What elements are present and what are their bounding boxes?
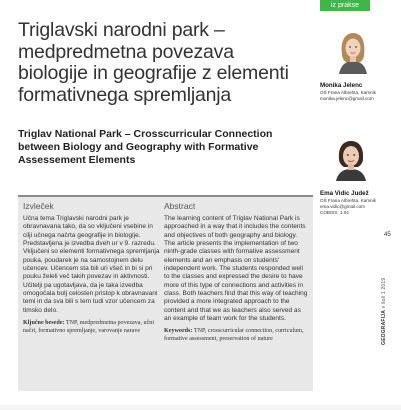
keywords: [164, 327, 309, 343]
keywords: [23, 319, 161, 335]
author-photo-ema: [331, 137, 371, 181]
journal-name: GEOGRAFIJA: [381, 309, 387, 345]
article-subtitle: Triglav National Park – Crosscurricular Connection between Biology and Geography with Formative Assessement Elements: [18, 128, 273, 166]
abstract-heading: Izvleček: [23, 201, 54, 211]
abstract-box: [18, 195, 313, 391]
journal-issue: v šoli 1 2019: [381, 277, 387, 310]
section-tag: iz prakse: [320, 0, 370, 11]
keywords-label: Keywords:: [164, 328, 193, 335]
author-name: Monika Jelenc: [320, 82, 363, 89]
keywords-list: TNP, crosscurricular connection, curriculum, formative assessment, preservation of nature: [164, 328, 304, 343]
journal-info: [381, 245, 393, 345]
portrait-icon: [331, 137, 371, 181]
abstract-english: [164, 201, 309, 343]
abstract-slovene: [23, 201, 161, 335]
author-email: monika.jelenc@gmail.com: [320, 96, 374, 101]
page-bottom-rule: [0, 405, 401, 410]
cobiss-code: COBISS: 1.04: [320, 210, 349, 215]
author-name: Ema Vidic Judež: [320, 190, 369, 197]
author-block-2: [320, 190, 392, 216]
author-block-1: [320, 82, 392, 102]
portrait-icon: [333, 30, 373, 74]
author-school: OŠ Frana Albrehta, Kamnik: [320, 90, 376, 95]
abstract-text: Učna tema Triglavski narodni park je obravnavana tako, da so vključeni vsebine in cilji učnega načrta geografije in biologije. Predstavljena je izvedba dveh ur v 9. razredu. Vključeni so elementi formativnega spremljanja pouka, poudarek je na samostojnem delu učencev. Učencem sta bili uri všeč in bi si pri pouku želeli več takih povezav in aktivnosti. Učitelji pa ugotavljava, da je taka izvedba omogočala bolj celosten pristop k obravnavani temi in da sva bili s tem tudi vzor učencem za timsko delo.: [23, 215, 160, 314]
abstract-text: The learning content of Triglav National Park is approached in a way that it includes the contents and objectives of both geography and biology. The article presents the implementation of two ninth-grade classes with formative assessment elements and an emphasis on students' independent work. The students responded well to the classes and expressed the desire to have more of this type of connections and activities in class. Both teachers find that this way of teaching provided a more integrated approach to the content and that we as teachers also served as an example of team work for the students.: [164, 215, 308, 323]
author-photo-monika: [333, 30, 373, 74]
author-school: OŠ Frana Albrehta, Kamnik: [320, 198, 376, 203]
keywords-label: Ključne besede:: [23, 320, 65, 327]
abstract-heading: Abstract: [164, 201, 196, 211]
author-email: ema.vidic@gmail.com: [320, 204, 365, 209]
article-title: Triglavski narodni park – medpredmetna povezava biologije in geografije z elementi formativnega spremljanja: [18, 19, 289, 106]
page-number: 45: [384, 232, 391, 238]
keywords-list: TNP, medpredmetna povezava, učni načrt, formativno spremljanje, varovanje narave: [23, 320, 155, 335]
